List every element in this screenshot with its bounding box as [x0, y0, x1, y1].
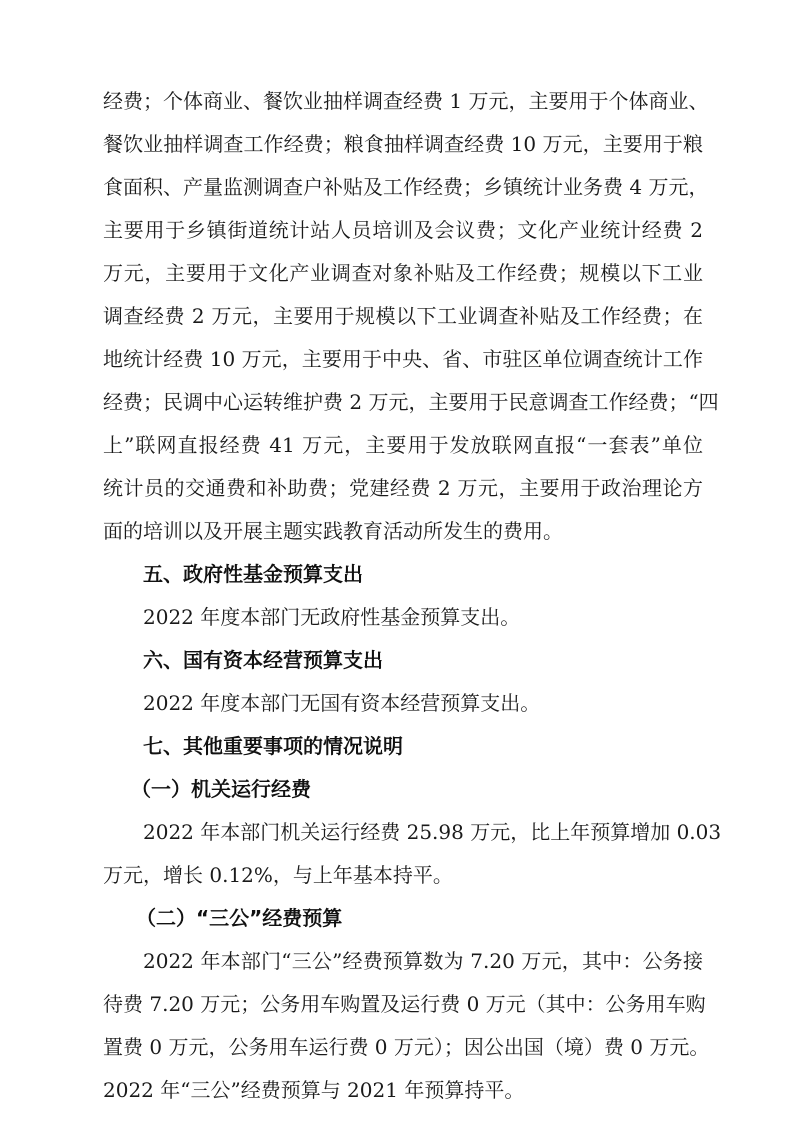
section-heading-6: 六、国有资本经营预算支出	[143, 648, 383, 672]
paragraph-line: 食面积、产量监测调查户补贴及工作经费；乡镇统计业务费 4 万元，	[103, 175, 709, 199]
paragraph-line: 2022 年本部门“三公”经费预算数为 7.20 万元，其中：公务接	[143, 949, 703, 973]
paragraph-line: 上”联网直报经费 41 万元，主要用于发放联网直报“一套表”单位	[103, 433, 703, 457]
paragraph-line: 万元，主要用于文化产业调查对象补贴及工作经费；规模以下工业	[103, 261, 703, 285]
paragraph-line: 经费；个体商业、餐饮业抽样调查经费 1 万元，主要用于个体商业、	[103, 89, 709, 113]
section-heading-7: 七、其他重要事项的情况说明	[143, 734, 403, 758]
paragraph-line: 2022 年本部门机关运行经费 25.98 万元，比上年预算增加 0.03	[143, 820, 722, 844]
subsection-heading-1: （一）机关运行经费	[131, 777, 311, 801]
section-5-text: 2022 年度本部门无政府性基金预算支出。	[143, 605, 521, 629]
paragraph-line: 面的培训以及开展主题实践教育活动所发生的费用。	[103, 519, 563, 543]
paragraph-line: 待费 7.20 万元；公务用车购置及运行费 0 万元（其中：公务用车购	[103, 992, 706, 1016]
paragraph-line: 统计员的交通费和补助费；党建经费 2 万元，主要用于政治理论方	[103, 476, 703, 500]
paragraph-line: 2022 年“三公”经费预算与 2021 年预算持平。	[103, 1078, 525, 1102]
paragraph-line: 调查经费 2 万元，主要用于规模以下工业调查补贴及工作经费；在	[103, 304, 703, 328]
paragraph-line: 主要用于乡镇街道统计站人员培训及会议费；文化产业统计经费 2	[103, 218, 703, 242]
paragraph-line: 经费；民调中心运转维护费 2 万元，主要用于民意调查工作经费；“四	[103, 390, 719, 414]
subsection-heading-2: （二）“三公”经费预算	[136, 906, 343, 930]
paragraph-line: 万元，增长 0.12%，与上年基本持平。	[103, 863, 453, 887]
section-6-text: 2022 年度本部门无国有资本经营预算支出。	[143, 691, 541, 715]
paragraph-line: 置费 0 万元，公务用车运行费 0 万元）；因公出国（境）费 0 万元。	[103, 1035, 710, 1059]
paragraph-line: 地统计经费 10 万元，主要用于中央、省、市驻区单位调查统计工作	[103, 347, 703, 371]
paragraph-line: 餐饮业抽样调查工作经费；粮食抽样调查经费 10 万元，主要用于粮	[103, 132, 703, 156]
section-heading-5: 五、政府性基金预算支出	[143, 562, 363, 586]
